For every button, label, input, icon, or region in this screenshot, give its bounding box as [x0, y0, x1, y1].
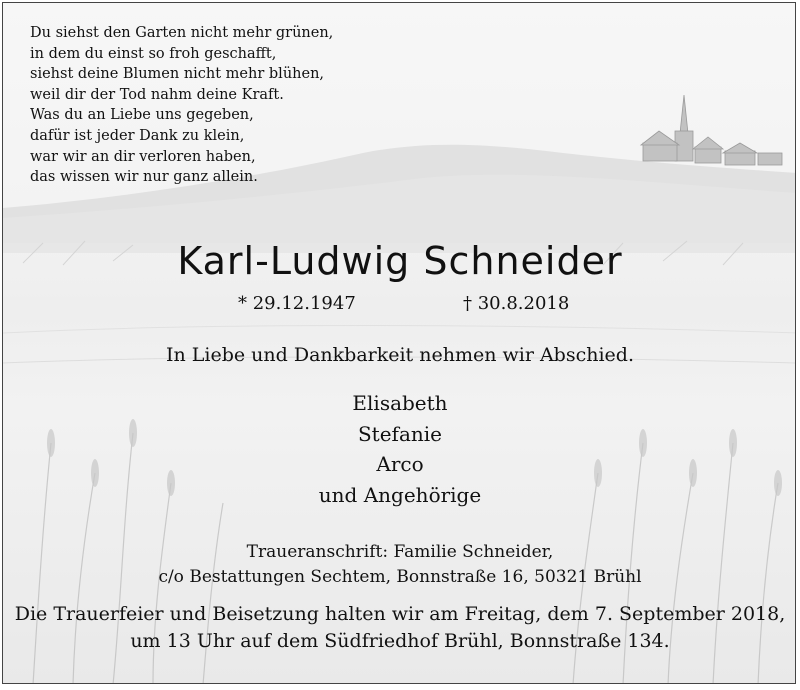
ceremony-line: Die Trauerfeier und Beisetzung halten wir am Freitag, dem 7. September 2018, [14, 603, 786, 625]
poem-line: weil dir der Tod nahm deine Kraft. [30, 86, 284, 103]
mourner-name: und Angehörige [318, 482, 482, 507]
mourners-list [3, 388, 796, 510]
farewell-message: In Liebe und Dankbarkeit nehmen wir Abschied. [166, 344, 634, 366]
funeral-ceremony-info [3, 601, 796, 655]
ceremony-line: um 13 Uhr auf dem Südfriedhof Brühl, Bonnstraße 134. [130, 630, 670, 652]
poem-line: Was du an Liebe uns gegeben, [30, 107, 254, 124]
address-line: Traueranschrift: Familie Schneider, [246, 542, 554, 562]
mourner-name: Elisabeth [352, 391, 448, 415]
poem-line: dafür ist jeder Dank zu klein, [30, 127, 245, 144]
poem-line: war wir an dir verloren haben, [30, 148, 256, 165]
poem-line: das wissen wir nur ganz allein. [30, 169, 258, 186]
mourner-name: Stefanie [357, 421, 442, 446]
death-date: † 30.8.2018 [463, 293, 570, 314]
mourner-name: Arco [376, 452, 424, 476]
village-sketch [641, 95, 782, 165]
condolence-address [3, 540, 796, 590]
memorial-poem [30, 23, 333, 188]
poem-line: in dem du einst so froh geschafft, [30, 45, 277, 62]
poem-line: siehst deine Blumen nicht mehr blühen, [30, 66, 325, 83]
address-line: c/o Bestattungen Sechtem, Bonnstraße 16, 50321 Brühl [158, 567, 642, 587]
poem-line: Du siehst den Garten nicht mehr grünen, [30, 25, 334, 41]
birth-date: * 29.12.1947 [238, 293, 356, 314]
obituary-card [2, 2, 796, 684]
deceased-name: Karl-Ludwig Schneider [177, 239, 623, 283]
